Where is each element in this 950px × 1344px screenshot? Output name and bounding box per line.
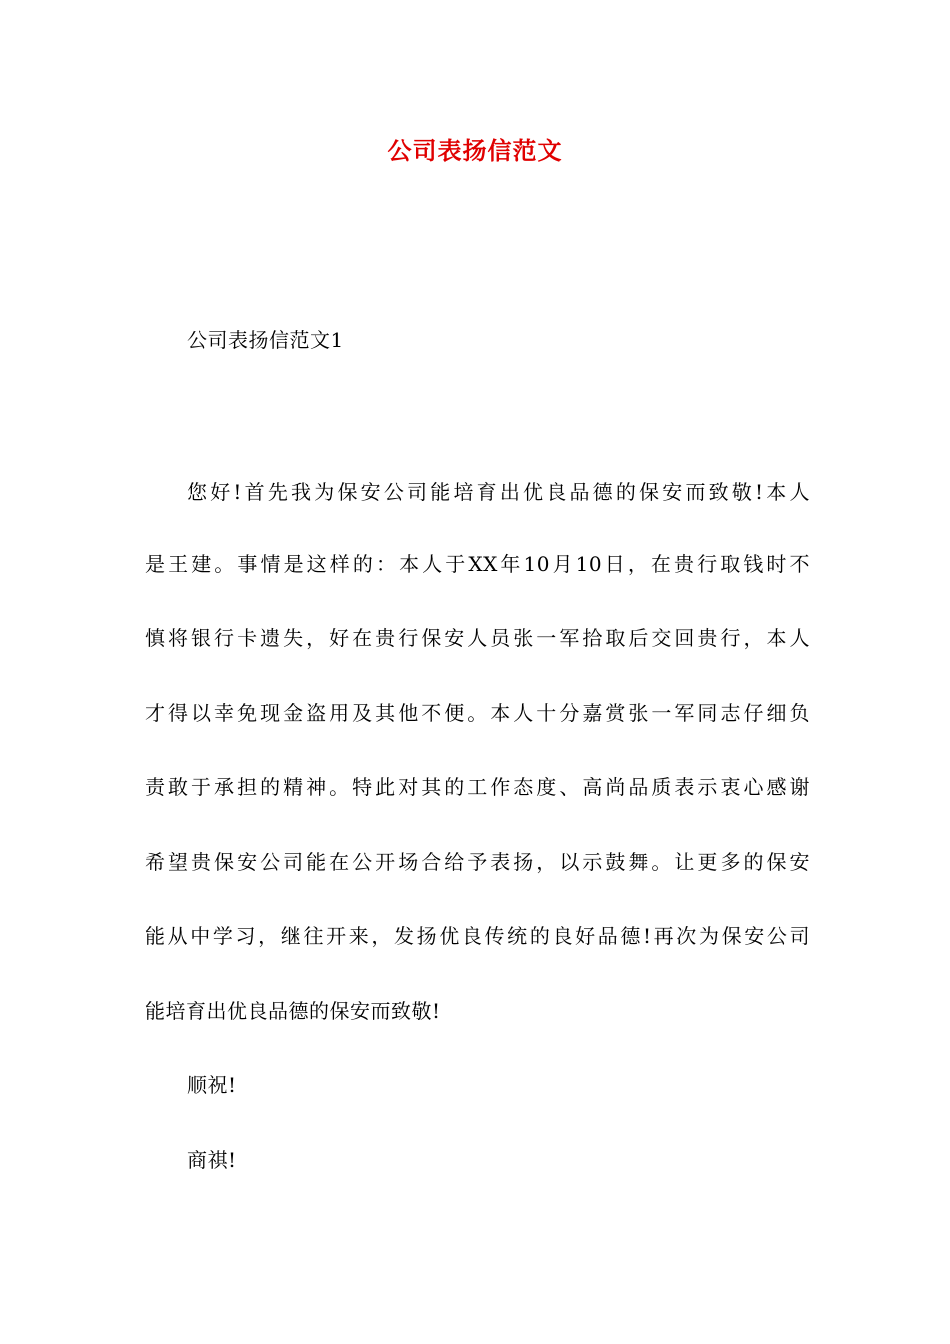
body-line-6: 希望贵保安公司能在公开场合给予表扬，以示鼓舞。让更多的保安: [145, 850, 810, 874]
closing-line-1: 顺祝!: [187, 1073, 237, 1097]
body-line-5: 责敢于承担的精神。特此对其的工作态度、高尚品质表示衷心感谢: [145, 775, 810, 799]
body-line-3: 慎将银行卡遗失，好在贵行保安人员张一军拾取后交回贵行，本人: [145, 626, 810, 650]
body-line-8: 能培育出优良品德的保安而致敬!: [145, 999, 441, 1023]
body-line-2: 是王建。事情是这样的：本人于XX年10月10日，在贵行取钱时不: [145, 552, 810, 576]
body-line-1: 您好!首先我为保安公司能培育出优良品德的保安而致敬!本人: [187, 480, 810, 504]
document-title: 公司表扬信范文: [387, 137, 563, 165]
body-line-4: 才得以幸免现金盗用及其他不便。本人十分嘉赏张一军同志仔细负: [145, 701, 810, 725]
closing-line-2: 商祺!: [187, 1148, 237, 1172]
body-line-7: 能从中学习，继往开来，发扬优良传统的良好品德!再次为保安公司: [145, 924, 810, 948]
section-heading: 公司表扬信范文1: [187, 328, 344, 352]
